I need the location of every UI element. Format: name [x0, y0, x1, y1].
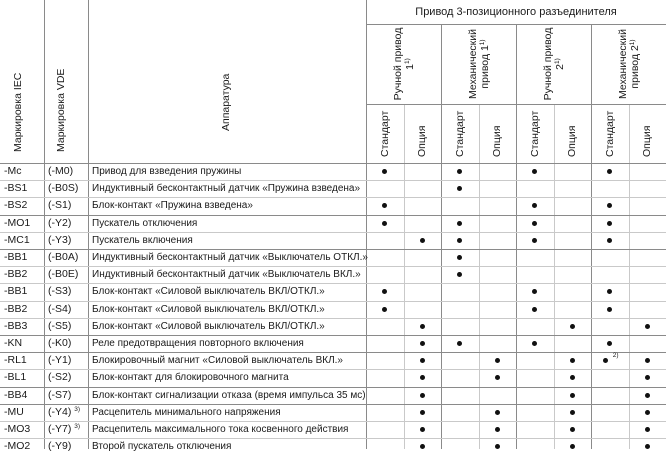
cell-iec: -BS2 [4, 199, 28, 212]
cell-iec: -BB4 [4, 388, 28, 401]
cell-vde-text: (-B0S) [48, 182, 79, 195]
cell-iec: -BB1 [4, 285, 28, 298]
bullet-mark [603, 358, 608, 363]
footnote-marker: 1) [403, 58, 411, 64]
subheader-option: Опция [641, 125, 654, 157]
cell-apparatus: Реле предотвращения повторного включения [92, 338, 304, 349]
bullet-mark [570, 375, 575, 380]
cell-iec: -RL1 [4, 354, 27, 367]
cell-vde [48, 354, 71, 367]
bullet-mark [420, 238, 425, 243]
header-divider [366, 104, 666, 105]
bullet-mark [457, 186, 462, 191]
bullet-mark [532, 307, 537, 312]
subheader-option: Опция [491, 125, 504, 157]
bullet-mark [607, 341, 612, 346]
cell-vde-text: (-S1) [48, 199, 72, 212]
cell-apparatus: Привод для взведения пружины [92, 166, 242, 177]
bullet-mark [607, 238, 612, 243]
footnote-marker: 1) [553, 58, 561, 64]
bullet-mark [382, 289, 387, 294]
cell-vde-text: (-Y2) [48, 216, 72, 229]
cell-vde-text: (-Y3) [48, 233, 72, 246]
subheader-standard: Стандарт [453, 110, 466, 157]
table-row [0, 283, 666, 300]
cell-vde [48, 234, 71, 247]
bullet-mark [495, 410, 500, 415]
cell-apparatus: Индуктивный бесконтактный датчик «Выключатель ОТКЛ.» [92, 252, 368, 263]
cell-iec: -MO1 [4, 216, 31, 229]
cell-vde [48, 268, 78, 281]
cell-vde-text: (-S2) [48, 371, 72, 384]
bullet-mark [457, 221, 462, 226]
cell-apparatus: Пускатель отключения [92, 217, 198, 229]
bullet-mark [495, 358, 500, 363]
subheader-option: Опция [416, 125, 429, 157]
footnote-marker: 2) [612, 352, 619, 360]
bullet-mark [382, 169, 387, 174]
table-row [0, 180, 666, 197]
cell-vde [48, 285, 71, 298]
bullet-mark [382, 221, 387, 226]
header-iec-marking: Маркировка IEC [12, 72, 24, 152]
cell-apparatus: Блок-контакт «Силовой выключатель ВКЛ/ОТКЛ.» [92, 320, 325, 332]
bullet-mark [645, 358, 650, 363]
cell-vde-text: (-Y9) [48, 440, 72, 453]
cell-vde-text: (-Y7) [48, 423, 72, 435]
footnote-marker: 1) [628, 39, 636, 46]
table-row [0, 301, 666, 318]
header-divider [366, 24, 666, 25]
cell-vde [48, 303, 71, 316]
bullet-mark [570, 324, 575, 329]
cell-vde [48, 251, 78, 264]
header-vde-marking: Маркировка VDE [55, 68, 67, 152]
cell-apparatus: Блок-контакт для блокировочного магнита [92, 372, 289, 384]
bullet-mark [532, 341, 537, 346]
bullet-mark [457, 238, 462, 243]
cell-iec: -KN [4, 337, 23, 349]
cell-iec: -Mc [4, 165, 22, 177]
bullet-mark [570, 358, 575, 363]
bullet-mark [645, 375, 650, 380]
table-row [0, 232, 666, 249]
cell-iec: -BS1 [4, 182, 28, 195]
bullet-mark [645, 393, 650, 398]
bullet-mark [532, 169, 537, 174]
bullet-mark [420, 393, 425, 398]
header-drive-group: Привод 3-позиционного разъединителя [415, 6, 617, 18]
cell-vde [48, 371, 71, 384]
subheader-standard: Стандарт [603, 110, 616, 157]
cell-apparatus: Индуктивный бесконтактный датчик «Выключатель ВКЛ.» [92, 269, 361, 281]
bullet-mark [645, 324, 650, 329]
bullet-mark [457, 255, 462, 260]
cell-iec: -BB3 [4, 319, 28, 332]
bullet-mark [420, 427, 425, 432]
bullet-mark [532, 221, 537, 226]
cell-iec: -BB2 [4, 268, 28, 281]
subheader-standard: Стандарт [528, 110, 541, 157]
cell-apparatus: Пускатель включения [92, 234, 193, 246]
drive-header [534, 27, 574, 101]
cell-apparatus: Блок-контакт «Силовой выключатель ВКЛ/ОТКЛ.» [92, 286, 325, 298]
drive-header-label: Механический привод 2 [616, 29, 641, 99]
cell-vde [48, 440, 71, 453]
drive-header-label: Ручной привод 1 [391, 27, 416, 101]
cell-vde [48, 165, 73, 178]
bullet-mark [420, 358, 425, 363]
bullet-mark [645, 427, 650, 432]
footnote-marker: 1) [478, 39, 486, 46]
table-row [0, 387, 666, 404]
cell-vde-text: (-S7) [48, 388, 72, 401]
cell-vde [48, 217, 71, 230]
cell-apparatus: Блок-контакт «Пружина взведена» [92, 200, 253, 212]
cell-vde-text: (-Y1) [48, 354, 72, 367]
cell-vde-text: (-M0) [48, 165, 74, 177]
cell-apparatus: Блок-контакт сигнализации отказа (время импульса 35 мс) [92, 389, 366, 401]
table-row [0, 266, 666, 283]
subheader-option: Опция [566, 125, 579, 157]
bullet-mark [532, 238, 537, 243]
cell-vde [48, 182, 78, 195]
bullet-mark [570, 410, 575, 415]
drive-header [459, 27, 499, 101]
bullet-mark [532, 289, 537, 294]
cell-vde-text: (-K0) [48, 337, 72, 349]
bullet-mark [420, 410, 425, 415]
bullet-mark [382, 307, 387, 312]
table-row [0, 197, 666, 214]
table-row [0, 369, 666, 386]
bullet-mark [607, 289, 612, 294]
bullet-mark [570, 427, 575, 432]
footnote-marker: 3) [74, 423, 81, 430]
subheader-standard: Стандарт [378, 110, 391, 157]
drive-header [384, 27, 424, 101]
cell-iec: -BB1 [4, 251, 28, 263]
table-row [0, 163, 666, 180]
bullet-mark [457, 272, 462, 277]
bullet-mark [607, 203, 612, 208]
footnote-marker: 3) [74, 405, 81, 413]
table-row [0, 215, 666, 232]
bullet-mark [607, 307, 612, 312]
cell-vde-text: (-Y4) [48, 405, 72, 418]
cell-apparatus: Второй пускатель отключения [92, 441, 232, 453]
cell-vde-text: (-B0A) [48, 251, 79, 263]
drive-header [609, 27, 649, 101]
cell-vde-text: (-S4) [48, 302, 72, 315]
bullet-mark [570, 393, 575, 398]
bullet-mark [420, 324, 425, 329]
drive-header-label: Механический привод 1 [466, 29, 491, 99]
bullet-mark [645, 410, 650, 415]
table-row [0, 318, 666, 335]
table-row [0, 438, 666, 455]
cell-iec: -MO3 [4, 423, 31, 435]
cell-iec: -BL1 [4, 371, 27, 384]
cell-apparatus: Блок-контакт «Силовой выключатель ВКЛ/ОТКЛ.» [92, 303, 325, 315]
bullet-mark [420, 341, 425, 346]
table-row [0, 352, 666, 369]
bullet-mark [532, 203, 537, 208]
bullet-mark [457, 169, 462, 174]
cell-apparatus: Расцепитель минимального напряжения [92, 406, 281, 418]
cell-apparatus: Расцепитель максимального тока косвенного действия [92, 424, 349, 435]
table-row [0, 404, 666, 421]
bullet-mark [495, 427, 500, 432]
bullet-mark [607, 169, 612, 174]
bullet-mark [382, 203, 387, 208]
cell-vde-text: (-S5) [48, 319, 72, 332]
cell-apparatus: Блокировочный магнит «Силовой выключатель ВКЛ.» [92, 355, 343, 367]
cell-iec: -MO2 [4, 440, 31, 453]
table-row [0, 421, 666, 438]
cell-vde [48, 337, 71, 350]
cell-vde [48, 389, 71, 402]
bullet-mark [420, 375, 425, 380]
cell-apparatus: Индуктивный бесконтактный датчик «Пружина взведена» [92, 183, 361, 195]
cell-vde [48, 423, 80, 436]
cell-iec: -MC1 [4, 233, 30, 246]
cell-vde [48, 199, 71, 212]
header-apparatus: Аппаратура [220, 73, 232, 131]
table-row [0, 249, 666, 266]
drive-header-label: Ручной привод 2 [541, 27, 566, 101]
bullet-mark [457, 341, 462, 346]
table-row [0, 335, 666, 352]
cell-vde [48, 406, 80, 419]
cell-vde-text: (-B0E) [48, 268, 79, 281]
cell-vde-text: (-S3) [48, 285, 72, 298]
cell-vde [48, 320, 71, 333]
cell-iec: -MU [4, 405, 24, 418]
cell-iec: -BB2 [4, 302, 28, 315]
bullet-mark [495, 375, 500, 380]
bullet-mark [607, 221, 612, 226]
